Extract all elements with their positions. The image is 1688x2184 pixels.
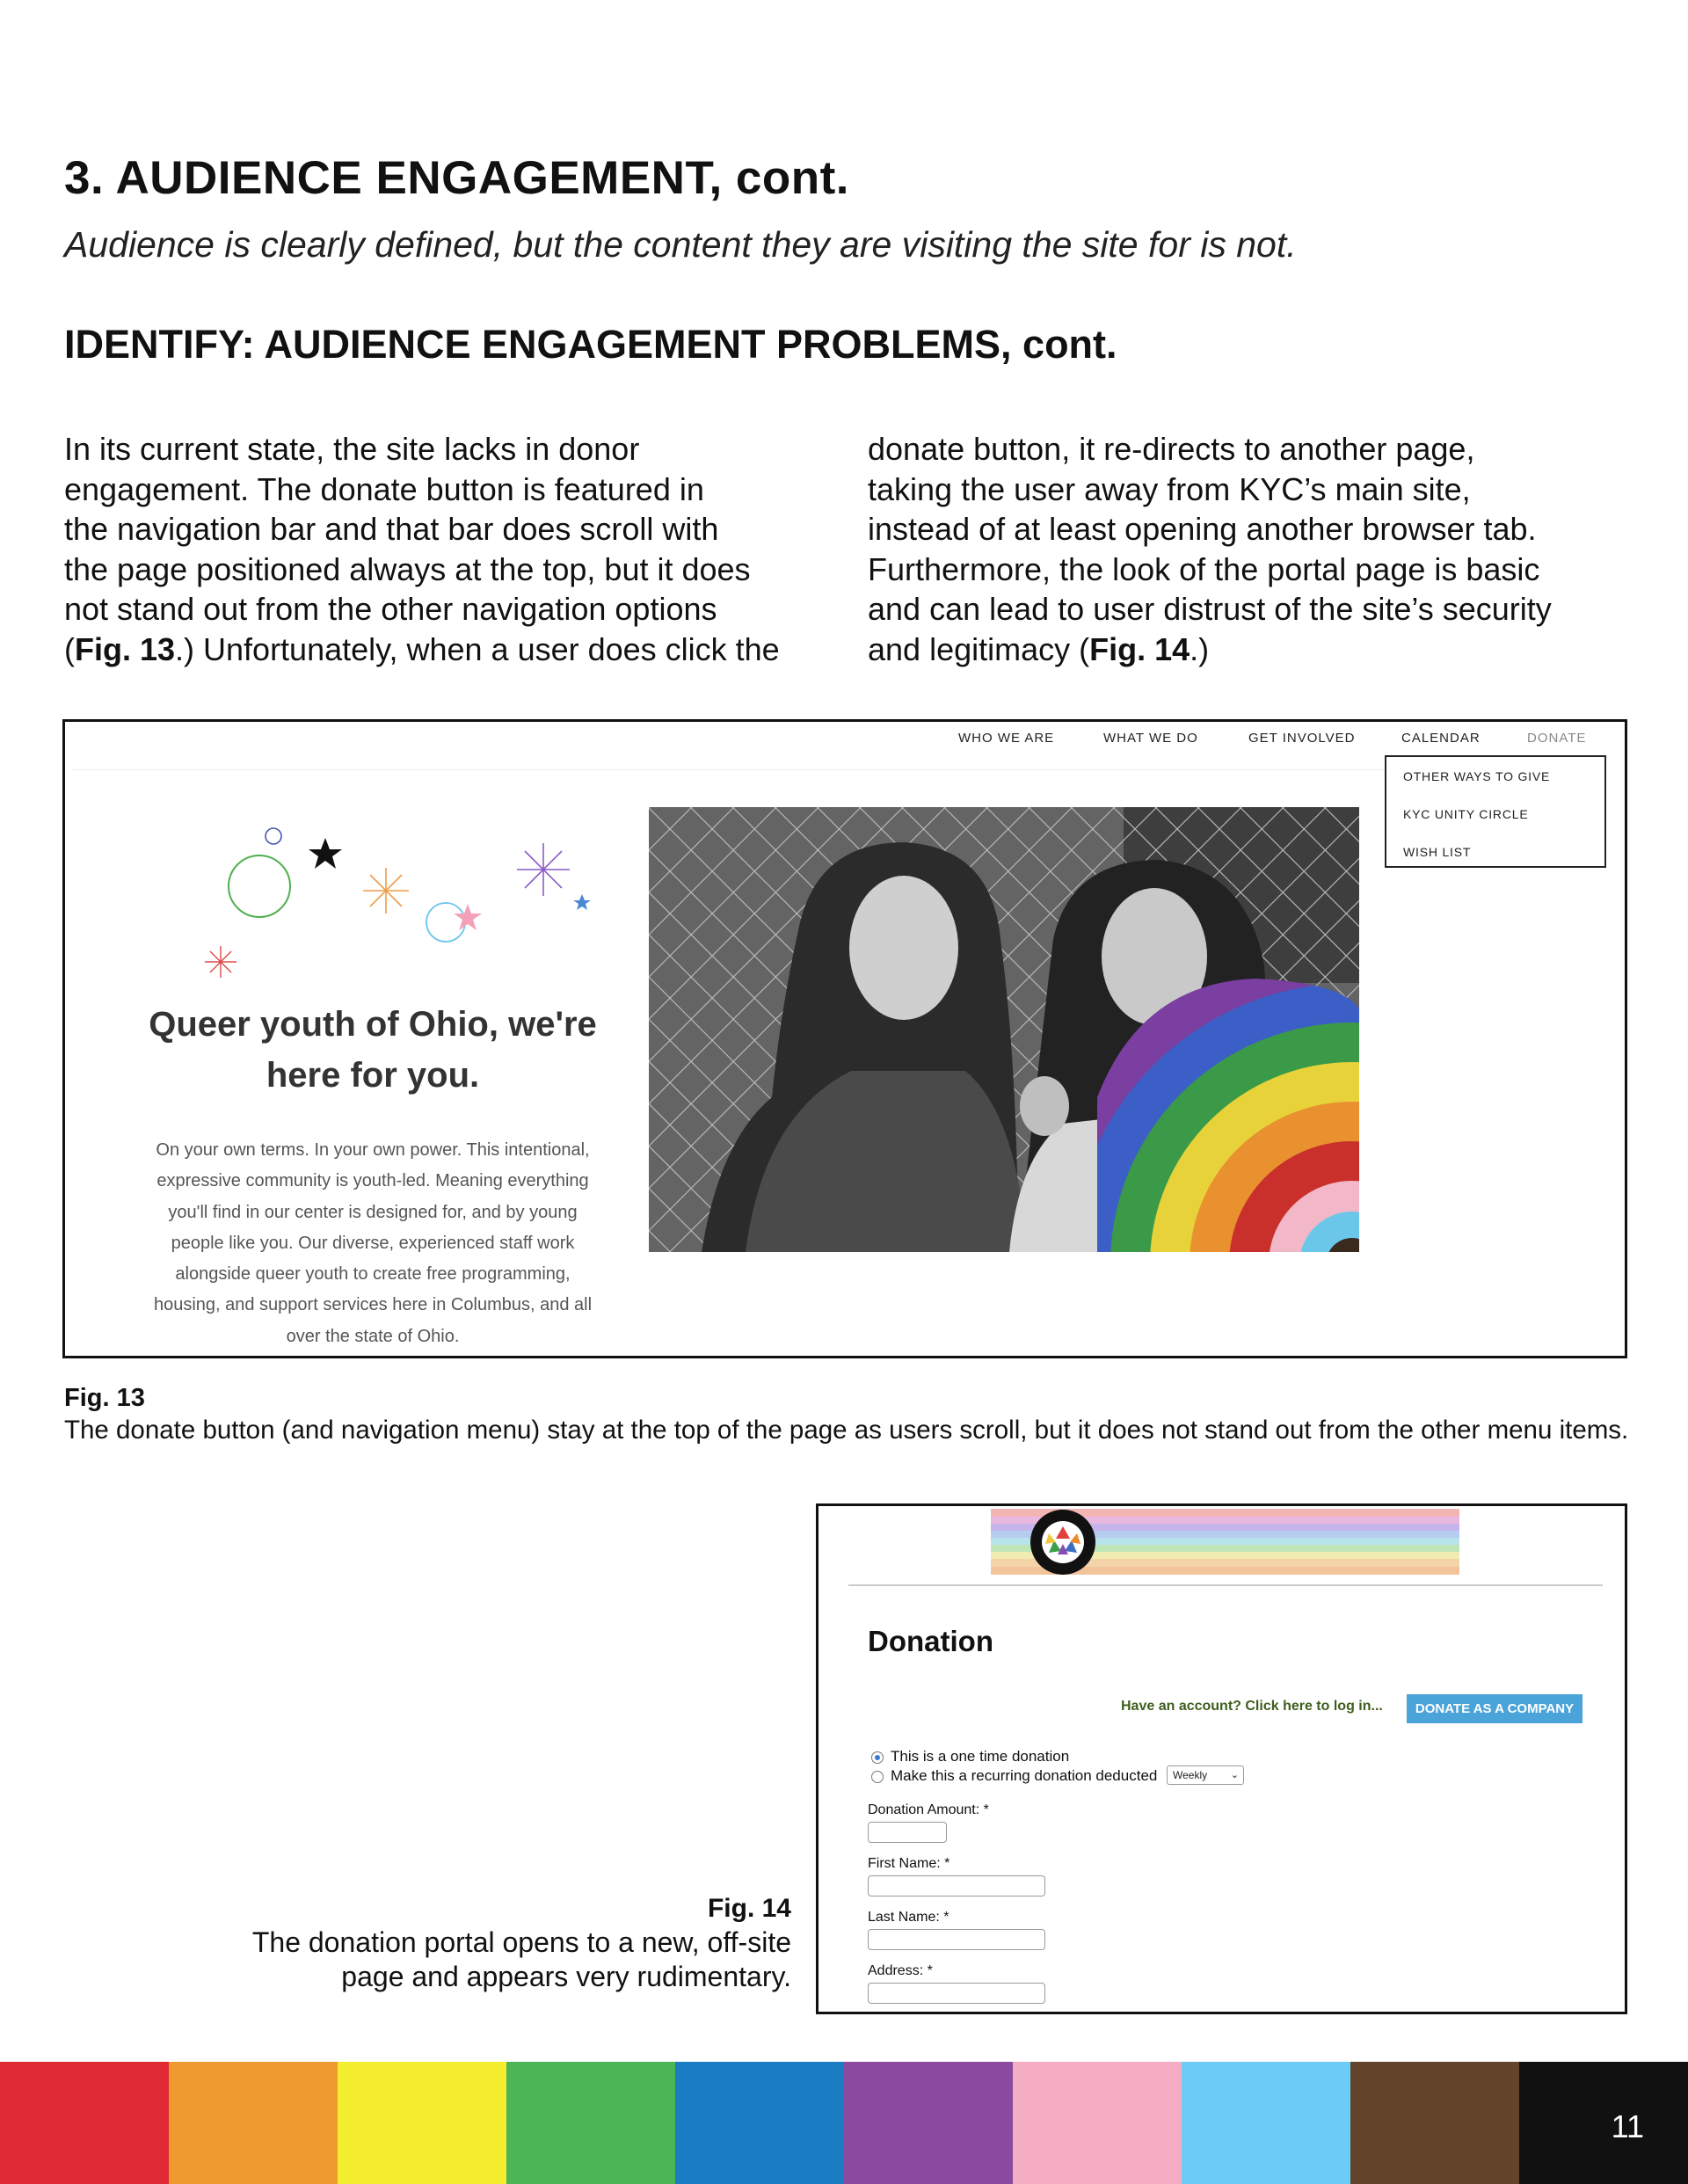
hero-text-line: housing, and support services here in Columbus, and all — [153, 1295, 593, 1315]
dropdown-item-wish-list[interactable]: WISH LIST — [1403, 845, 1472, 859]
fig14-caption-text — [176, 1926, 791, 1993]
hero-text-line: expressive community is youth-led. Meaning everything — [156, 1171, 589, 1191]
hero-text-line: over the state of Ohio. — [286, 1326, 460, 1346]
body-line: the page positioned always at the top, but it does — [64, 550, 751, 587]
donation-amount-label: Donation Amount: * — [868, 1802, 989, 1817]
body-column-right — [868, 429, 1641, 669]
body-line — [64, 630, 838, 670]
last-name-input[interactable] — [868, 1929, 1045, 1950]
hero-text-line: On your own terms. In your own power. This intentional, — [156, 1140, 590, 1160]
fig13-caption-label: Fig. 13 — [64, 1384, 145, 1412]
pride-stripe-footer — [0, 2062, 1688, 2184]
caption-line: The donation portal opens to a new, off-site — [251, 1926, 791, 1958]
recurring-radio[interactable] — [871, 1771, 884, 1783]
body-text: and legitimacy ( — [868, 630, 1090, 667]
nav-calendar[interactable]: CALENDAR — [1401, 731, 1481, 746]
stripe-green — [506, 2062, 675, 2184]
dropdown-item-unity-circle[interactable]: KYC UNITY CIRCLE — [1403, 807, 1529, 821]
body-line: Furthermore, the look of the portal page is basic — [868, 550, 1540, 587]
body-line: instead of at least opening another browser tab. — [868, 511, 1537, 547]
fig13-screenshot — [62, 719, 1627, 1358]
stripe-pink — [1013, 2062, 1182, 2184]
fig-reference: Fig. 14 — [1089, 630, 1190, 667]
first-name-label: First Name: * — [868, 1856, 950, 1871]
hero-title — [100, 999, 645, 1101]
fig13-caption-text: The donate button (and navigation menu) stay at the top of the page as users scroll, but it does not stand out from the other menu items. — [64, 1416, 1629, 1445]
recurring-label: Make this a recurring donation deducted — [891, 1767, 1158, 1784]
header-divider — [848, 1584, 1603, 1586]
stripe-purple — [844, 2062, 1013, 2184]
stripe-red — [0, 2062, 169, 2184]
decorative-doodles — [135, 810, 663, 1012]
nav-what-we-do[interactable]: WHAT WE DO — [1103, 731, 1198, 746]
page-number: 11 — [1611, 2108, 1644, 2144]
stripe-brown — [1350, 2062, 1519, 2184]
nav-divider — [72, 769, 1435, 770]
body-text: ( — [64, 630, 75, 667]
stripe-orange — [169, 2062, 338, 2184]
hero-photo — [649, 807, 1359, 1252]
first-name-input[interactable] — [868, 1875, 1045, 1896]
nav-who-we-are[interactable]: WHO WE ARE — [958, 731, 1055, 746]
donate-dropdown — [1385, 755, 1606, 868]
body-line: taking the user away from KYC’s main site, — [868, 470, 1471, 507]
login-link[interactable]: Have an account? Click here to log in... — [1121, 1699, 1383, 1714]
body-line: In its current state, the site lacks in donor — [64, 431, 640, 467]
caption-line: page and appears very rudimentary. — [341, 1960, 791, 1992]
frequency-select[interactable] — [1167, 1765, 1244, 1785]
stripe-yellow — [338, 2062, 506, 2184]
chevron-down-icon: ⌄ — [1230, 1770, 1239, 1780]
hero-text-line: you'll find in our center is designed for, and by young — [168, 1202, 578, 1222]
hero-title-line: Queer youth of Ohio, we're — [149, 1005, 597, 1044]
stripe-blue — [675, 2062, 844, 2184]
nav-get-involved[interactable]: GET INVOLVED — [1248, 731, 1356, 746]
donate-as-company-button[interactable]: DONATE AS A COMPANY — [1407, 1694, 1582, 1723]
body-line — [868, 630, 1641, 670]
body-line: the navigation bar and that bar does scroll with — [64, 511, 719, 547]
hero-text-line: alongside queer youth to create free programming, — [175, 1264, 571, 1285]
body-column-left — [64, 429, 838, 669]
kaleidoscope-logo-banner — [991, 1509, 1459, 1575]
nav-donate[interactable]: DONATE — [1527, 731, 1587, 746]
body-line: not stand out from the other navigation options — [64, 591, 717, 627]
one-time-radio[interactable] — [871, 1751, 884, 1764]
page-heading: 3. AUDIENCE ENGAGEMENT, cont. — [64, 152, 850, 204]
fig14-caption-label: Fig. 14 — [707, 1894, 791, 1923]
frequency-value: Weekly — [1173, 1769, 1208, 1781]
body-line: donate button, it re-directs to another page, — [868, 431, 1475, 467]
address-label: Address: * — [868, 1963, 933, 1978]
address-input[interactable] — [868, 1983, 1045, 2004]
section-heading: IDENTIFY: AUDIENCE ENGAGEMENT PROBLEMS, cont. — [64, 322, 1117, 367]
hero-description — [118, 1135, 628, 1352]
stripe-black — [1519, 2062, 1688, 2184]
dropdown-item-other-ways[interactable]: OTHER WAYS TO GIVE — [1403, 769, 1551, 783]
body-text: .) — [1190, 630, 1210, 667]
body-text: .) Unfortunately, when a user does click the — [175, 630, 780, 667]
stripe-light-blue — [1182, 2062, 1350, 2184]
page-subtitle: Audience is clearly defined, but the content they are visiting the site for is not. — [64, 224, 1297, 265]
fig14-screenshot — [816, 1503, 1627, 2014]
body-line: and can lead to user distrust of the site’s security — [868, 591, 1552, 627]
last-name-label: Last Name: * — [868, 1910, 950, 1925]
donation-title: Donation — [868, 1625, 993, 1657]
donation-amount-input[interactable] — [868, 1822, 947, 1843]
hero-text-line: people like you. Our diverse, experienced staff work — [171, 1233, 575, 1253]
one-time-label: This is a one time donation — [891, 1748, 1070, 1765]
body-line: engagement. The donate button is featured in — [64, 470, 704, 507]
hero-title-line: here for you. — [266, 1056, 480, 1095]
fig-reference: Fig. 13 — [75, 630, 176, 667]
